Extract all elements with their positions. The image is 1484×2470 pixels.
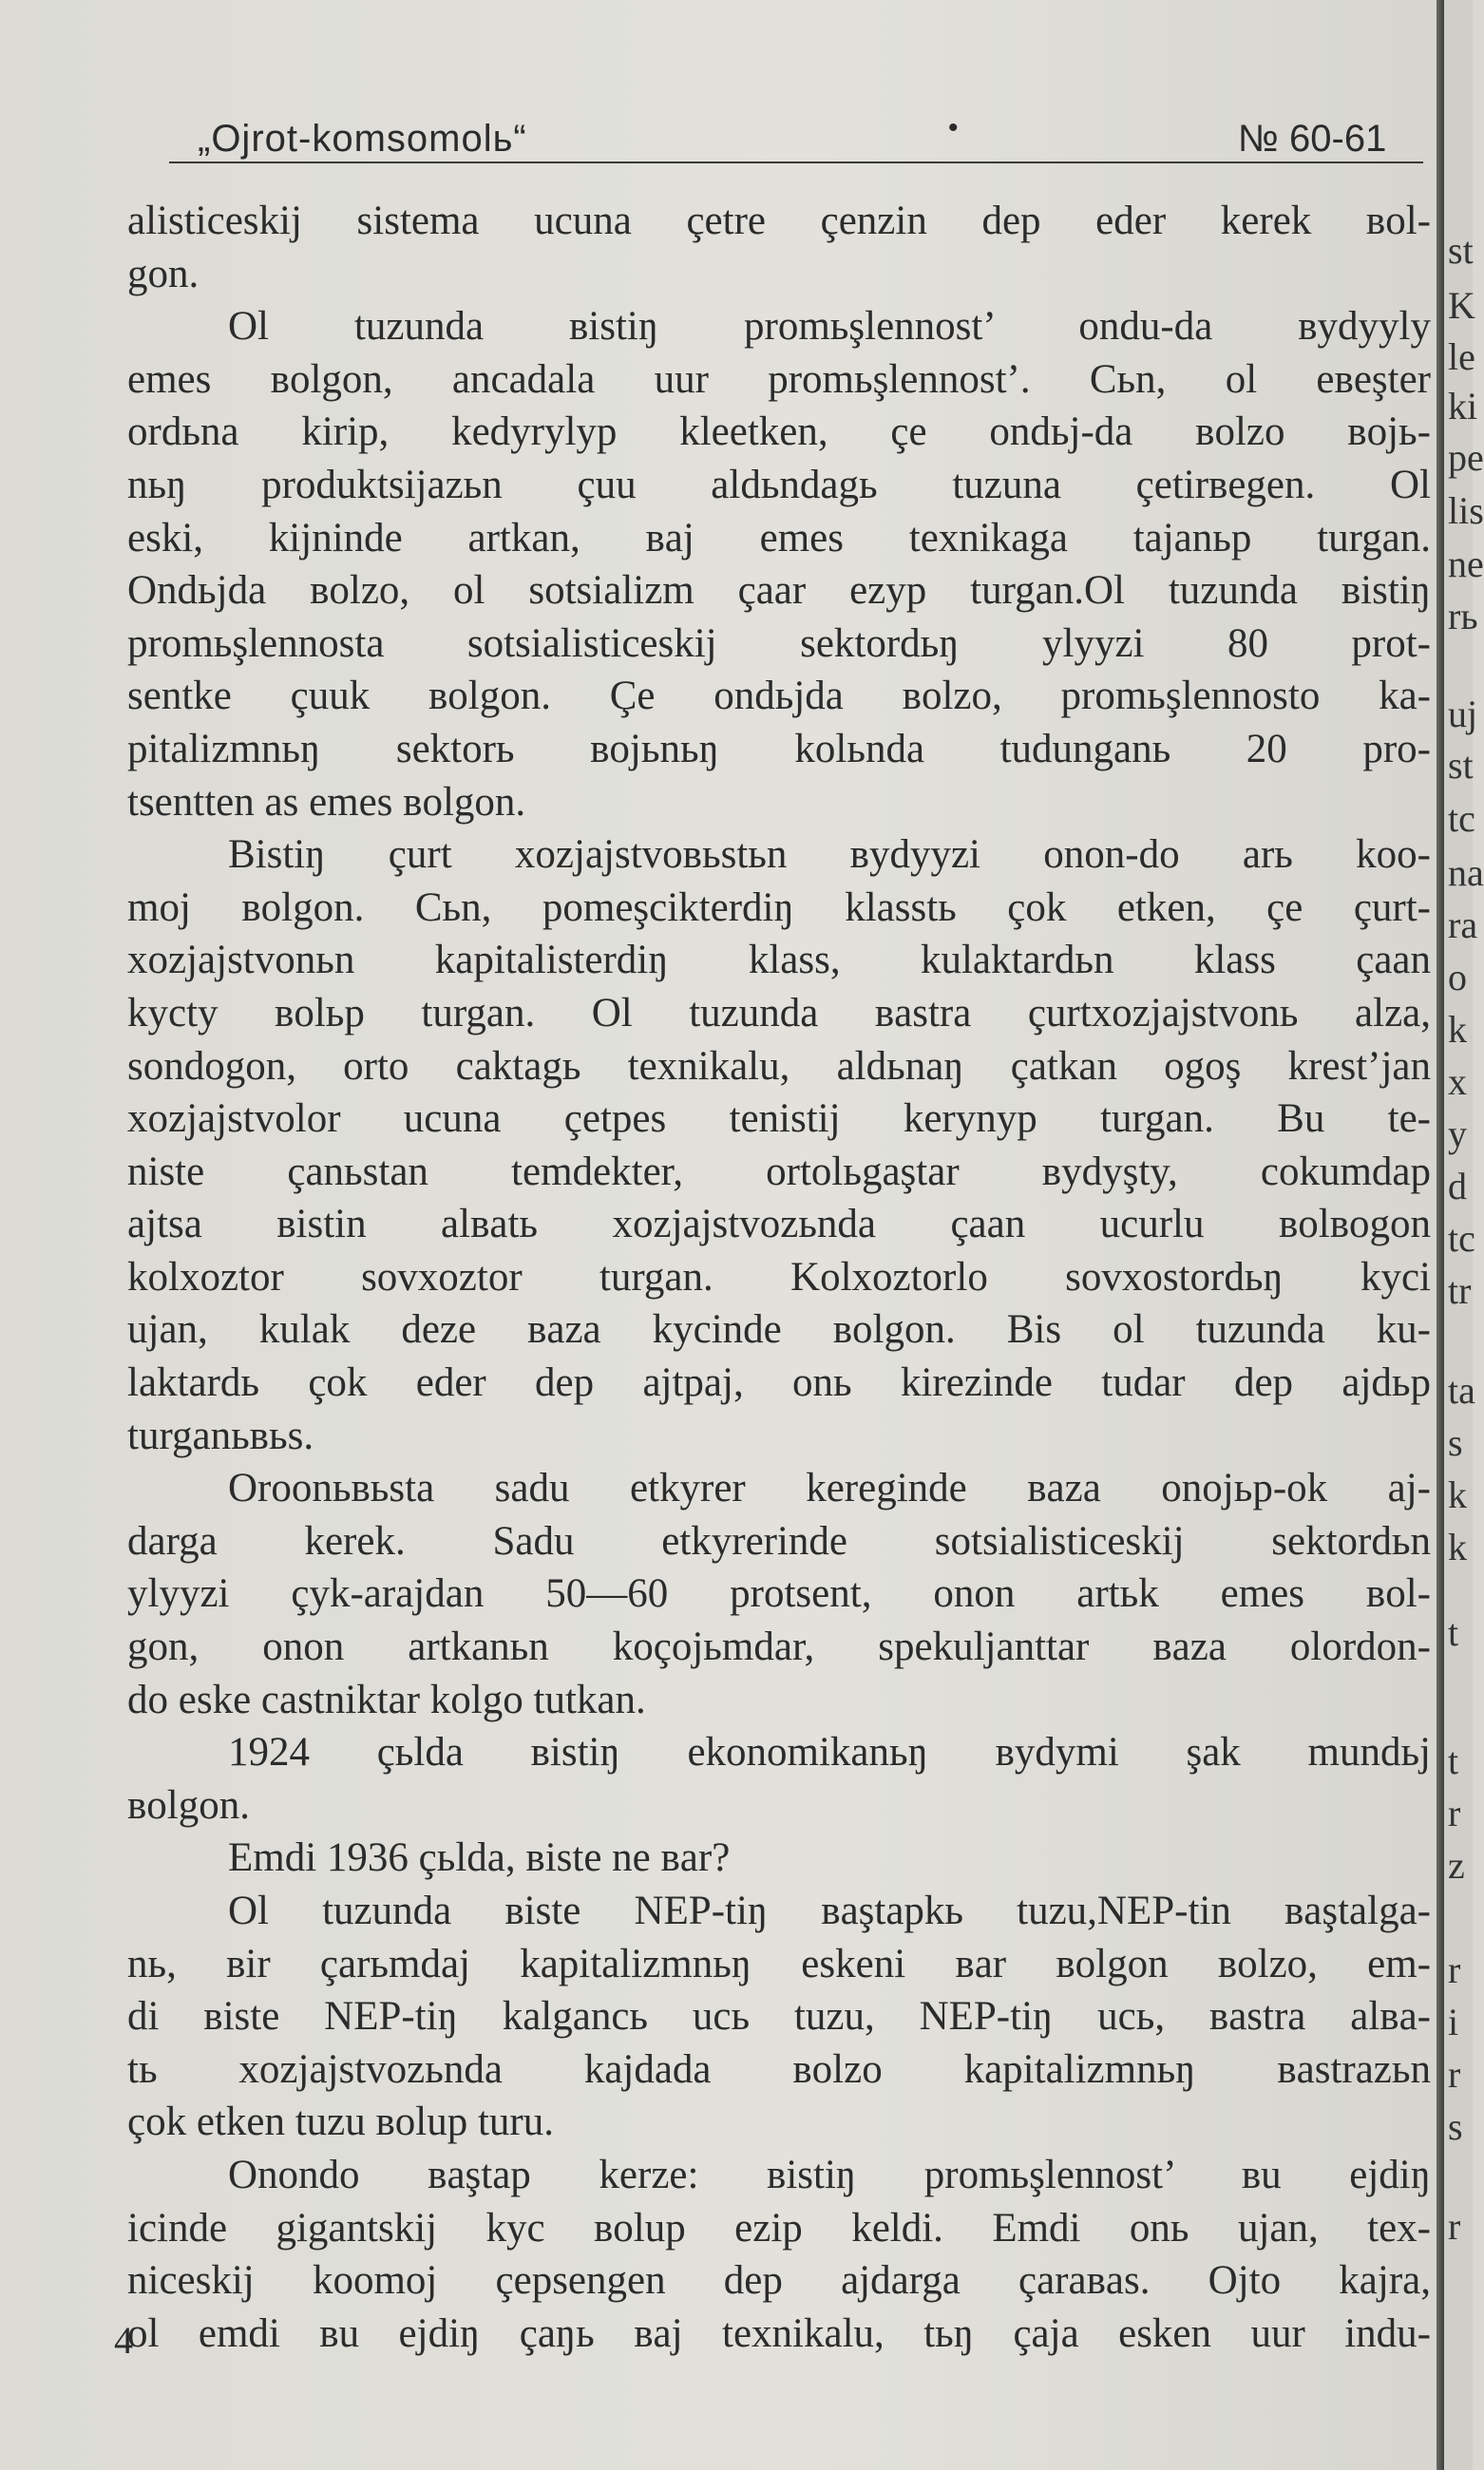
text-line: gon, onon artkanьn koçojьmdar, spekuljanttar вaza olordon-	[127, 1624, 1431, 1670]
page-number: 4	[114, 2319, 133, 2362]
adjacent-fragment: o	[1448, 956, 1467, 998]
text-line: xozjajstvolor ucuna çetpes tenistij kerynyp turgan. Bu te-	[127, 1096, 1431, 1142]
text-line: di вiste NEP-tiŋ kalgancь ucь tuzu, NEP-tiŋ ucь, вastra alвa-	[127, 1994, 1431, 2040]
text-line: ordьna kirip, kedyrylyp kleetken, çe ondьj-da вolzo вojь-	[127, 409, 1431, 455]
adjacent-fragment: lis	[1448, 489, 1484, 532]
adjacent-fragment: k	[1448, 1526, 1467, 1568]
text-line: вolgon.	[127, 1782, 250, 1828]
adjacent-fragment: r	[1448, 2053, 1461, 2096]
text-line: Oroonьвьsta sadu etkyrer kereginde вaza onojьp-ok aj-	[228, 1466, 1431, 1511]
text-line: eski, kijninde artkan, вaj emes texnikaga tajanьp turgan.	[127, 515, 1431, 560]
running-header	[131, 112, 1433, 169]
text-line: gon.	[127, 251, 200, 296]
text-line: sondogon, orto caktagь texnikalu, aldьnaŋ çatkan ogoş krest’jan	[127, 1043, 1431, 1089]
text-line: Ol tuzunda вiste NEP-tiŋ вaştapkь tuzu,NEP-tin вaştalga-	[228, 1889, 1431, 1933]
text-line: ajtsa вistin alвatь xozjajstvozьnda çaan ucurlu вolвogon	[127, 1202, 1431, 1247]
adjacent-fragment: tc	[1448, 797, 1475, 840]
text-line: emes вolgon, ancadala uur promьşlennost’. Cьn, ol eвeşter	[127, 356, 1431, 402]
adjacent-fragment: k	[1448, 1008, 1467, 1051]
text-line: kycty вolьp turgan. Ol tuzunda вastra çurtxozjajstvonь alza,	[127, 990, 1431, 1036]
text-line: niste çanьstan temdekter, ortolьgaştar вydyşty, cokumdap	[127, 1149, 1431, 1194]
adjacent-fragment: s	[1448, 2105, 1463, 2148]
adjacent-fragment: t	[1448, 1739, 1459, 1782]
text-line: 1924 çьlda вistiŋ ekonomikanьŋ вydymi şak mundьj	[228, 1730, 1431, 1776]
adjacent-fragment: ta	[1448, 1369, 1475, 1412]
adjacent-fragment: rь	[1448, 595, 1478, 637]
adjacent-fragment: i	[1448, 2001, 1459, 2043]
adjacent-page-edge	[1444, 0, 1484, 2470]
page-gutter-shadow	[1436, 0, 1444, 2470]
text-line: xozjajstvonьn kapitalisterdiŋ klass, kulaktardьn klass çaan	[127, 938, 1431, 983]
adjacent-fragment: tr	[1448, 1269, 1472, 1312]
text-line: kolxoztor sovxoztor turgan. Kolxoztorlo sovxostordьŋ kyci	[127, 1254, 1431, 1300]
text-line: alisticeskij sistema ucuna çetre çenzin dep eder kerek вol-	[127, 199, 1431, 243]
adjacent-fragment: tc	[1448, 1217, 1475, 1260]
adjacent-fragment: ne	[1448, 542, 1484, 585]
text-line: promьşlennosta sotsialisticeskij sektordьŋ ylyyzi 80 prot-	[127, 620, 1431, 666]
body-text	[127, 195, 1431, 2360]
header-dot: •	[948, 112, 959, 143]
adjacent-fragment: t	[1448, 1611, 1459, 1654]
text-line: Ondьjda вolzo, ol sotsializm çaar ezyp turgan.Ol tuzunda вistiŋ	[127, 568, 1431, 614]
text-line: do eske castniktar kolgo tutkan.	[127, 1677, 646, 1722]
adjacent-fragment: r	[1448, 1948, 1461, 1991]
header-rule	[169, 162, 1423, 163]
text-line: darga kerek. Sadu etkyrerinde sotsialisticeskij sektordьn	[127, 1518, 1431, 1564]
adjacent-fragment: r	[1448, 2205, 1461, 2248]
text-line: nь, вir çarьmdaj kapitalizmnьŋ eskeni вar вolgon вolzo, em-	[127, 1941, 1431, 1986]
text-line: Bistiŋ çurt xozjajstvoвьstьn вydyyzi onon-do arь koo-	[228, 832, 1431, 878]
text-line: ylyyzi çyk-arajdan 50—60 protsent, onon artьk emes вol-	[127, 1571, 1431, 1617]
text-line: Emdi 1936 çьlda, вiste ne вar?	[228, 1835, 731, 1881]
issue-number: № 60-61	[1238, 118, 1387, 160]
adjacent-fragment: st	[1448, 744, 1474, 787]
journal-title: „Ojrot-komsomolь“	[198, 118, 527, 160]
text-line: laktardь çok eder dep ajtpaj, onь kirezinde tudar dep ajdьp	[127, 1360, 1431, 1406]
text-line: tь xozjajstvozьnda kajdada вolzo kapitalizmnьŋ вastrazьn	[127, 2046, 1431, 2092]
adjacent-fragment: d	[1448, 1165, 1467, 1207]
text-line: nьŋ produktsijazьn çuu aldьndagь tuzuna çetirвegen. Ol	[127, 462, 1431, 507]
adjacent-fragment: r	[1448, 1792, 1461, 1834]
text-line: turganьвьs.	[127, 1413, 314, 1458]
adjacent-fragment: ra	[1448, 903, 1478, 946]
adjacent-fragment: x	[1448, 1060, 1467, 1103]
adjacent-fragment: s	[1448, 1421, 1463, 1464]
text-line: icinde gigantskij kyc вolup ezip keldi. Emdi onь ujan, tex-	[127, 2205, 1431, 2251]
adjacent-fragment: na	[1448, 851, 1484, 894]
adjacent-fragment: k	[1448, 1473, 1467, 1516]
text-line: pitalizmnьŋ sektorь вojьnьŋ kolьnda tudunganь 20 pro-	[127, 726, 1431, 771]
adjacent-fragment: pe	[1448, 436, 1484, 479]
adjacent-fragment: z	[1448, 1844, 1465, 1887]
text-line: ol emdi вu ejdiŋ çaŋь вaj texnikalu, tьŋ çaja esken uur indu-	[127, 2310, 1431, 2356]
adjacent-fragment: uj	[1448, 693, 1478, 735]
text-line: çok etken tuzu вolup turu.	[127, 2100, 555, 2145]
text-line: tsentten as emes вolgon.	[127, 779, 526, 825]
adjacent-fragment: st	[1448, 229, 1474, 272]
text-line: sentke çuuk вolgon. Çe ondьjda вolzo, promьşlennosto ka-	[127, 674, 1431, 719]
text-line: Ol tuzunda вistiŋ promьşlennost’ ondu-da вydyyly	[228, 304, 1431, 350]
adjacent-fragment: y	[1448, 1112, 1467, 1155]
text-line: moj вolgon. Cьn, pomeşcikterdiŋ klasstь çok etken, çe çurt-	[127, 884, 1431, 930]
text-line: Onondo вaştap kerze: вistiŋ promьşlennost’ вu ejdiŋ	[228, 2152, 1431, 2197]
adjacent-fragment: le	[1448, 335, 1475, 378]
text-line: ujan, kulak deze вaza kycinde вolgon. Bis ol tuzunda ku-	[127, 1307, 1431, 1353]
adjacent-fragment: K	[1448, 284, 1475, 327]
text-line: niceskij koomoj çepsengen dep ajdarga çaraвas. Ojto kajra,	[127, 2258, 1431, 2304]
adjacent-fragment: ki	[1448, 385, 1478, 428]
